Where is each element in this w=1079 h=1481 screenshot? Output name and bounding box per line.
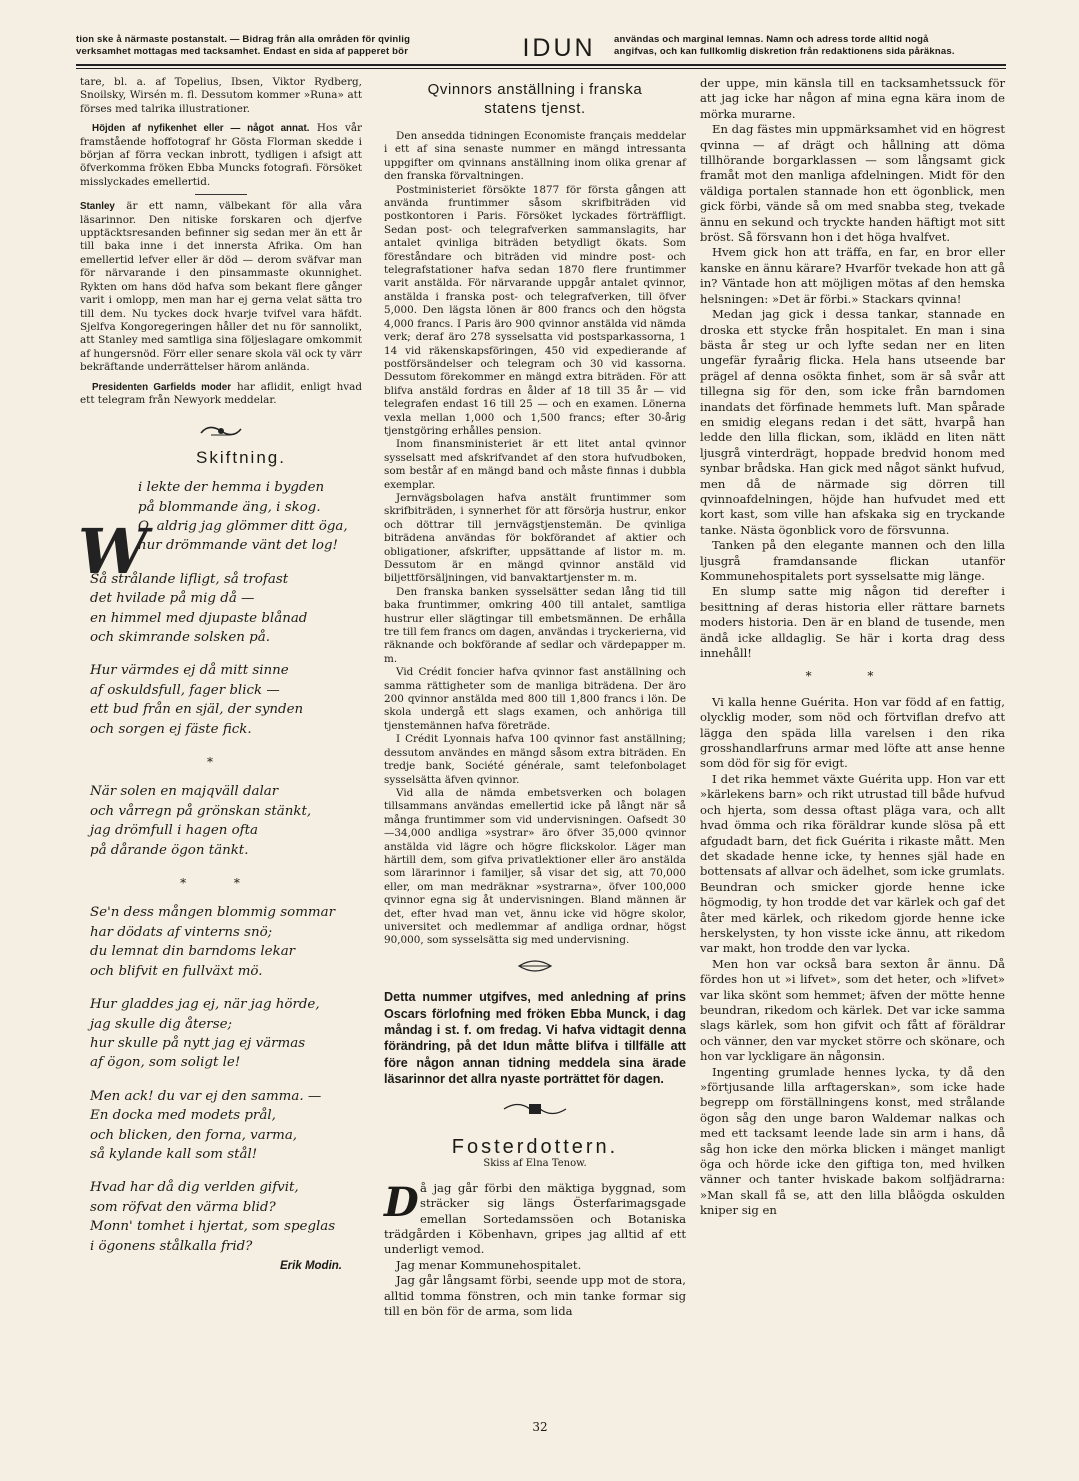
- header-rule: [76, 64, 1006, 69]
- page-header: [76, 30, 1006, 70]
- article-paragraph: Vid Crédit foncier hafva qvinnor fast anställning och samma rättigheter som de manliga biträdena. Der äro 200 qvinnor anstälda med 800 till 1,800 francs i lön. De skola undergå ett slags examen, och anhöriga till tjenstemännen hafva företräde.: [384, 666, 686, 732]
- column-2: [384, 76, 686, 1320]
- story-body: Då jag går förbi den mäktiga byggnad, som sträcker sig längs Österfarimagsgade emellan Sortedamssöen och Botaniska trädgården i Köbenhavn, gripes jag alltid af ett underligt vemod. Jag menar Kommunehospitalet. Jag går långsamt förbi, seende upp mot de stora, alltid tomma fönstren, och min tanke formar sig till en bön för de arma, som lida: [384, 1178, 686, 1319]
- star-separator: *: [207, 755, 235, 770]
- story-byline: Skiss af Elna Tenow.: [483, 1158, 587, 1170]
- star-separator: * *: [180, 876, 262, 891]
- article-title: Qvinnors anställning i franska statens tjenst.: [427, 81, 643, 117]
- story-title: Fosterdottern.: [451, 1136, 619, 1159]
- intro-text: tare, bl. a. af Topelius, Ibsen, Viktor Rydberg, Snoilsky, Wirsén m. fl. Dessutom kommer »Runa» att förses med talrika illustrationer.: [80, 76, 362, 115]
- news-item-3: Presidenten Garfields moder har aflidit, enligt hvad ett telegram från Newyork meddelar.: [80, 380, 363, 406]
- poem-title: Skiftning.: [196, 447, 286, 467]
- news-item-2: Stanley är ett namn, välbekant för alla våra läsarinnor. Den nitiske forskaren och djerfve upptäcktsresanden befinner sig sedan mer än ett år till baka inne i det innersta Afrika. Om han emellertid lefver eller är död — derom sväfvar man för närvarande i den pinsammaste okunnighet. Rykten om hans död hafva som bekant flere gånger varit i omlopp, men man har ej gerna velat sätta tro till dem. Nu tyckes dock hvarje tvifvel vara häfdt. Sjelfva Kongoregeringen håller det nu för sannolikt, att Stanley med samtliga sina följeslagare omkommit af hungersnöd. Förr eller senare skola väl ock ty värr bekräftande underrättelser härom anlända.: [80, 200, 363, 374]
- poem-stanza: Så strålande lifligt, så trofast det hvilade på mig då — en himmel med djupaste blånad och skimrande solsken på.: [90, 571, 308, 645]
- article-paragraph: Den ansedda tidningen Economiste français meddelar i ett af sina senaste nummer en mängd intressanta uppgifter om qvinnans anställning inom olika grenar af den franska förvaltningen.: [384, 130, 686, 183]
- article-paragraph: I Crédit Lyonnais hafva 100 qvinnor fast anställning; dessutom användes en mängd såsom extra biträden. En tredje bank, Société générale, samt telefonbolaget sysselsätta äfven qvinnor.: [384, 733, 686, 786]
- star-separator: * *: [805, 669, 900, 684]
- poem-stanza: Se'n dess mången blommig sommar har dödats af vinterns snö; du lemnat din barndoms lekar och blifvit en fullväxt mö.: [90, 905, 335, 979]
- story-paragraph: Hvem gick hon att träffa, en far, en bror eller kanske en ännu kärare? Hvarför tvekade hon att gå in? Väntade hon att möjligen mötas af den hemska helsningen: »Det är förbi.» Stackars qvinna!: [700, 245, 1005, 306]
- divider: [195, 194, 247, 195]
- poem-author: Erik Modin.: [280, 1259, 342, 1272]
- news-item-1: Höjden af nyfikenhet eller — något annat. Hos vår framstående hoffotograf hr Gösta Florman skedde i början af förra veckan inbrott, tydligen i afsigt att öfverkomma fröken Ebba Muncks fotografi. Försöket misslyckades emellertid.: [80, 122, 362, 188]
- article-paragraph: Inom finansministeriet är ett litet antal qvinnor sysselsatt med afskrifvandet af den stora hufvudboken, som består af en mängd band och måste finnas i dubbla exemplar.: [384, 438, 686, 491]
- ornament-icon: [80, 421, 362, 442]
- leaf-ornament-icon: [384, 958, 686, 975]
- header-left-note: tion ske å närmaste postanstalt. — Bidrag från alla områden för qvinlig verksamhet mottagas med tacksamhet. Endast en sida af papperet bör: [76, 34, 411, 57]
- masthead-title: IDUN: [522, 34, 596, 62]
- article-paragraph: Den franska banken sysselsätter sedan lång tid till baka fruntimmer, omkring 400 till antalet, samtliga hustrur eller slägtingar till embetsmännen. De erhålla tre till fem francs om dagen, användas i tryckerierna, vid räknande och bokförande af sedlar och värdepapper m. m.: [384, 585, 686, 665]
- poem-stanza: Hur gladdes jag ej, när jag hörde, jag skulle dig återse; hur skulle på nytt jag ej värmas af ögon, som soligt le!: [90, 997, 320, 1071]
- story-dropcap: D: [384, 1178, 419, 1226]
- story-paragraph: der uppe, min känsla till en tacksamhetssuck för att jag icke har någon af mina egna kära inom de mörka murarne.: [700, 76, 1005, 121]
- column-3: [700, 76, 1005, 1219]
- story-paragraph: Vi kalla henne Guérita. Hon var född af en fattig, olycklig moder, som nöd och förtviflan drefvo att lägga den späda lilla varelsen i den rika grosshandlarfruns armar med löfte att anse henne som död för sig för evigt.: [700, 694, 1005, 771]
- poem-stanza: När solen en majqväll dalar och vårregn på grönskan stänkt, jag drömfull i hagen ofta på dårande ögon tänkt.: [90, 784, 312, 858]
- poem-stanza: Hur värmdes ej då mitt sinne af oskuldsfull, fager blick — ett bud från en själ, der synden och sorgen ej fäste fick.: [90, 663, 304, 737]
- poem-stanza: i lekte der hemma i bygden på blommande äng, i skog. O, aldrig jag glömmer ditt öga, hur drömmande vänt det log!: [138, 480, 348, 554]
- story-paragraph: En dag fästes min uppmärksamhet vid en högrest qvinna — af drägt och hållning att döma tillhörande borgarklassen — som långsamt gick framåt mot den manliga afdelningen. Midt för den väldiga portalen stannade hon ett ögonblick, men gick förbi, vände så om med snabba steg, tvekade ännu en sekund och tryckte handen häftigt mot sitt bröst. Så försvann hon i det höga hvalfvet.: [700, 122, 1005, 245]
- article-paragraph: Jernvägsbolagen hafva anstält fruntimmer som skrifbiträden, i synnerhet för att försörja hustrur, enkor och döttrar till jernvägstjenstemän. De qvinliga biträdena användas för bokförandet af aktier och obligationer, afskrifter, uppsättande af listor m. m. Dessutom är en mängd qvinnor anstäld vid biljettförsäljningen, vid banvaktartjenster m. m.: [384, 491, 686, 585]
- poem-stanza: Hvad har då dig verlden gifvit, som röfvat den värma blid? Monn' tomhet i hjertat, som speglas i ögonens stålkalla frid?: [90, 1180, 336, 1254]
- story-paragraph: I det rika hemmet växte Guérita upp. Hon var ett »kärlekens barn» och rikt utrustad till både hufvud och hjerta, som dessa oftast pläga vara, och allt hvad ömma och rika föräldrar kunde slösa på ett afgudadt barn, det fick Guérita i rikaste mått. Men det skadade henne icke, ty hennes själ hade en bottensats af allvar och ädelhet, som icke grumlats. Beundran och smicker gjorde henne icke högmodig, ty hon trodde det var kärlek och gaf det åter med kärlek, och rikedom gjorde henne icke herskelysten, ty hon visste icke ännu, att rikedom var makt, hon trodde den var lycka.: [700, 771, 1005, 956]
- idun-ornament-icon: [384, 1100, 686, 1119]
- story-paragraph: Medan jag gick i dessa tankar, stannade en droska ett stycke från hospitalet. En man i sina bästa år steg ur och lyfte sedan ner en liten ungefär fyraårig flicka. Hela hans utseende bar prägel af denna osökta finhet, som är så svår att tillegna sig för den, som icke från barndomen inandats det förfinade hemmets luft. Man spårade en smidig elegans redan i det sätt, hvarpå han ledde den lilla flickan, som, iklädd en liten nätt ljusgrå vinterdrägt, hoppade bredvid honom med synbar brådska. Han gick med något sänkt hufvud, men då de närmade sig dörren till qvinnoafdelningen, höjde han hufvudet med ett kort kast, som ville han afskaka sig en tryckande tanke. Nästa ögonblick voro de försvunna.: [700, 307, 1005, 537]
- editorial-notice: Detta nummer utgifves, med anledning af prins Oscars förlofning med fröken Ebba Munck, i dag måndag i st. f. om fredag. Vi hafva vidtagit denna förändring, på det Idun måtte blifva i tillfälle att före någon annan tidning meddela sina ärade läsarinnor det allra nyaste porträttet för dagen.: [384, 990, 686, 1087]
- story-paragraph: En slump satte mig någon tid derefter i besittning af deras historia eller rättare barnets moders historia. Den är en bland de tusende, men ändå icke alldaglig. Se här i korta drag dess innehåll!: [700, 584, 1005, 661]
- header-right-note: användas och marginal lemnas. Namn och adress torde alltid nogå angifvas, och kan fullkomlig diskretion från redaktionens sida påräknas.: [614, 34, 955, 57]
- story-paragraph: Men hon var också bara sexton år ännu. Då fördes hon ut »i lifvet», som det heter, och »lifvet» var lika skönt som hemmet; äfven der mötte henne beundran, rikedom och kärlek. Det var icke samma slags kärlek, som hon gifvit och fått af föräldrar och vänner, den var mycket större och skönare, och hon var lyckligare än någonsin.: [700, 956, 1005, 1064]
- poem-stanza: Men ack! du var ej den samma. — En docka med modets prål, och blicken, den forna, varma, så kylande kall som stål!: [90, 1088, 322, 1162]
- story-paragraph: Tanken på den elegante mannen och den lilla ljusgrå framdansande flickan utanför Kommunehospitalets port sysselsatte mig länge.: [700, 538, 1005, 583]
- article-paragraph: Vid alla de nämda embetsverken och bolagen tillsammans användas emellertid icke på långt när så många fruntimmer som vid undervisningen. Oafsedt 30—34,000 andliga »systrar» äro öfver 35,000 qvinnor anstälda vid lägre och högre flickskolor. Läger man härtill dem, som gifva privatlektioner eller äro anstälda som lärarinnor i familjer, så visar det sig, att 70,000 eller, om man medräknar »systrarna», öfver 100,000 qvinnor egna sig åt undervisningen. Bland männen är det, efter hvad man vet, ännu icke vid högre skolor, universitet och medlemmar af andliga ordnar, högst 90,000, som sysselsätta sig med undervisning.: [384, 786, 686, 947]
- poem-dropcap: W: [78, 515, 148, 588]
- page-number: 32: [532, 1420, 548, 1434]
- story-paragraph: Ingenting grumlade hennes lycka, ty då den »förtjusande lilla arftagerskan», som icke hade begrepp om förställningens konst, med strålande ögon såg den unge baron Waldemar nalkas och med ett tacksamt leende lade sin arm i hans, då såg hon icke den mörka blicken i mänget manligt öga och hörde icke den giftiga ton, med hvilken vänner och tanter hviskade bakom solfjädrarna: »Man skall få se, att den lilla blåögda oskulden kniper sig en: [700, 1064, 1005, 1218]
- column-1: [80, 76, 362, 1273]
- article-paragraph: Postministeriet försökte 1877 för första gången att använda fruntimmer såsom skrifbiträden vid postkontoren i Paris. Försöket lyckades förträffligt. Sedan post- och telegrafverken sammanslagits, har antalet qvinliga biträden betydligt ökats. Som föreståndare och biträden vid mindre post- och telegrafstationer hafva sedan 1870 flere fruntimmer varit anstälda. För närvarande uppgår antalet qvinnor, anstälda i franska post- och telegrafverken, till öfver 5,000. Den lägsta lönen är 800 francs och den högsta 4,000 francs. I Paris äro 900 qvinnor anstälda vid nämda verk; deraf äro 278 sysselsatta vid postsparkassorna, 1 14 vid räkenskapsföringen, 450 vid expedierande af postförsändelser och telegram och 30 vid kassorna. Dessutom förekommer en mängd extra biträden. För att blifva anstäld fordras en ålder af 18 till 35 år — vid telegrafen endast 16 till 25 — och en examen. Lönerna vexla mellan 1,000 och 1,500 francs; efter 30-årig tjenstgöring erhålles pension.: [384, 183, 686, 437]
